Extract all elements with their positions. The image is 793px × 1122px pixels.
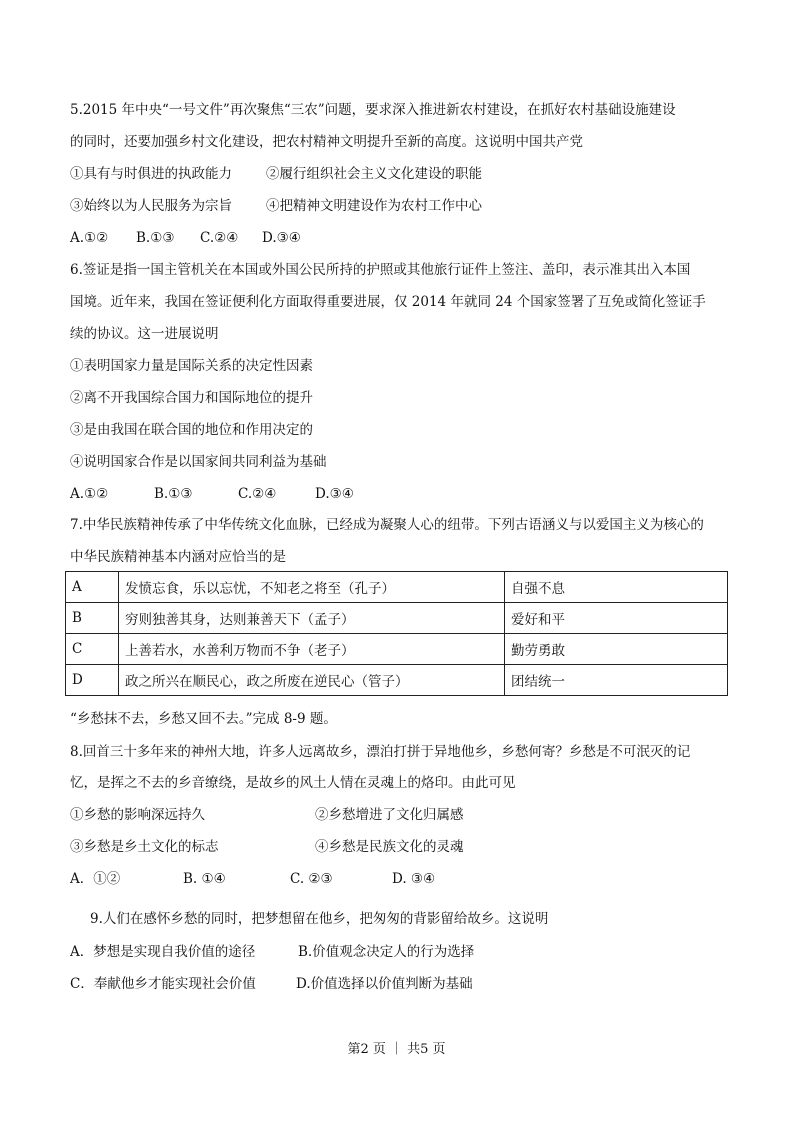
q5-option-1: ①具有与时俱进的执政能力 bbox=[70, 166, 232, 182]
q6-answer-c: C.②④ bbox=[238, 486, 277, 502]
q5-option-4: ④把精神文明建设作为农村工作中心 bbox=[266, 198, 482, 214]
option-letter: C bbox=[66, 634, 119, 665]
q5-answer-b: B.①③ bbox=[136, 230, 175, 246]
q6-answer-d: D.③④ bbox=[315, 486, 354, 502]
q8-option-2: ②乡愁增进了文化归属感 bbox=[315, 807, 464, 823]
table-row bbox=[66, 665, 728, 696]
quote-cell: 穷则独善其身，达则兼善天下（孟子） bbox=[119, 603, 505, 634]
q6-option-3: ③是由我国在联合国的地位和作用决定的 bbox=[70, 422, 313, 438]
q6-answer-a: A.①② bbox=[70, 486, 109, 502]
q6-option-2: ②离不开我国综合国力和国际地位的提升 bbox=[70, 390, 313, 406]
q9-option-a: A．梦想是实现自我价值的途径 bbox=[70, 944, 256, 960]
q8-option-1: ①乡愁的影响深远持久 bbox=[70, 807, 205, 823]
q9-option-d: D.价值选择以价值判断为基础 bbox=[296, 976, 473, 992]
q7-table bbox=[65, 571, 728, 696]
q9-stem: 9.人们在感怀乡愁的同时，把梦想留在他乡，把匆匆的背影留给故乡。这说明 bbox=[90, 911, 549, 927]
q8-option-4: ④乡愁是民族文化的灵魂 bbox=[315, 839, 464, 855]
quote-cell: 发愤忘食，乐以忘忧，不知老之将至（孔子） bbox=[119, 572, 505, 603]
q6-option-1: ①表明国家力量是国际关系的决定性因素 bbox=[70, 358, 313, 374]
spirit-cell: 团结统一 bbox=[505, 665, 728, 696]
q5-answer-a: A.①② bbox=[70, 230, 109, 246]
q5-option-3: ③始终以为人民服务为宗旨 bbox=[70, 198, 232, 214]
option-letter: A bbox=[66, 572, 119, 603]
option-letter: B bbox=[66, 603, 119, 634]
q6-stem-3: 续的协议。这一进展说明 bbox=[70, 326, 219, 342]
q5-stem-2: 的同时，还要加强乡村文化建设，把农村精神文明提升至新的高度。这说明中国共产党 bbox=[70, 134, 583, 150]
q8-answer-b: B. ①④ bbox=[183, 871, 226, 887]
page-footer: 第2 页 ｜ 共5 页 bbox=[347, 1042, 446, 1057]
spirit-cell: 勤劳勇敢 bbox=[505, 634, 728, 665]
table-row bbox=[66, 634, 728, 665]
q8-stem-2: 忆，是挥之不去的乡音缭绕，是故乡的风土人情在灵魂上的烙印。由此可见 bbox=[70, 775, 516, 791]
q5-answer-d: D.③④ bbox=[262, 230, 301, 246]
q6-stem-2: 国境。近年来，我国在签证便利化方面取得重要进展，仅 2014 年就同 24 个国家签署了互免或简化签证手 bbox=[70, 294, 706, 310]
q8-option-3: ③乡愁是乡土文化的标志 bbox=[70, 839, 219, 855]
q8-stem-1: 8.回首三十多年来的神州大地，许多人远离故乡，漂泊打拼于异地他乡，乡愁何寄？乡愁是不可泯灭的记 bbox=[70, 744, 691, 760]
q5-option-2: ②履行组织社会主义文化建设的职能 bbox=[266, 166, 482, 182]
q9-option-b: B.价值观念决定人的行为选择 bbox=[298, 944, 475, 960]
q5-stem-1: 5.2015 年中央“一号文件”再次聚焦“三农”问题，要求深入推进新农村建设，在抓好农村基础设施建设 bbox=[70, 102, 676, 118]
q8-9-intro: “乡愁抹不去，乡愁又回不去。”完成 8-9 题。 bbox=[70, 711, 337, 727]
table-row bbox=[66, 572, 728, 603]
q9-option-c: C．奉献他乡才能实现社会价值 bbox=[70, 976, 256, 992]
option-letter: D bbox=[66, 665, 119, 696]
q6-option-4: ④说明国家合作是以国家间共同利益为基础 bbox=[70, 454, 327, 470]
quote-cell: 上善若水，水善利万物而不争（老子） bbox=[119, 634, 505, 665]
q6-answer-b: B.①③ bbox=[154, 486, 193, 502]
spirit-cell: 爱好和平 bbox=[505, 603, 728, 634]
quote-cell: 政之所兴在顺民心，政之所废在逆民心（管子） bbox=[119, 665, 505, 696]
table-row bbox=[66, 603, 728, 634]
spirit-cell: 自强不息 bbox=[505, 572, 728, 603]
q8-answer-d: D. ③④ bbox=[392, 871, 436, 887]
q8-answer-c: C. ②③ bbox=[290, 871, 333, 887]
q7-stem-1: 7.中华民族精神传承了中华传统文化血脉，已经成为凝聚人心的纽带。下列古语涵义与以爱国主义为核心的 bbox=[70, 517, 704, 533]
q8-answer-a: A．①② bbox=[70, 871, 121, 887]
q6-stem-1: 6.签证是指一国主管机关在本国或外国公民所持的护照或其他旅行证件上签注、盖印，表示准其出入本国 bbox=[70, 262, 691, 278]
q5-answer-c: C.②④ bbox=[200, 230, 239, 246]
q7-stem-2: 中华民族精神基本内涵对应恰当的是 bbox=[70, 549, 286, 565]
